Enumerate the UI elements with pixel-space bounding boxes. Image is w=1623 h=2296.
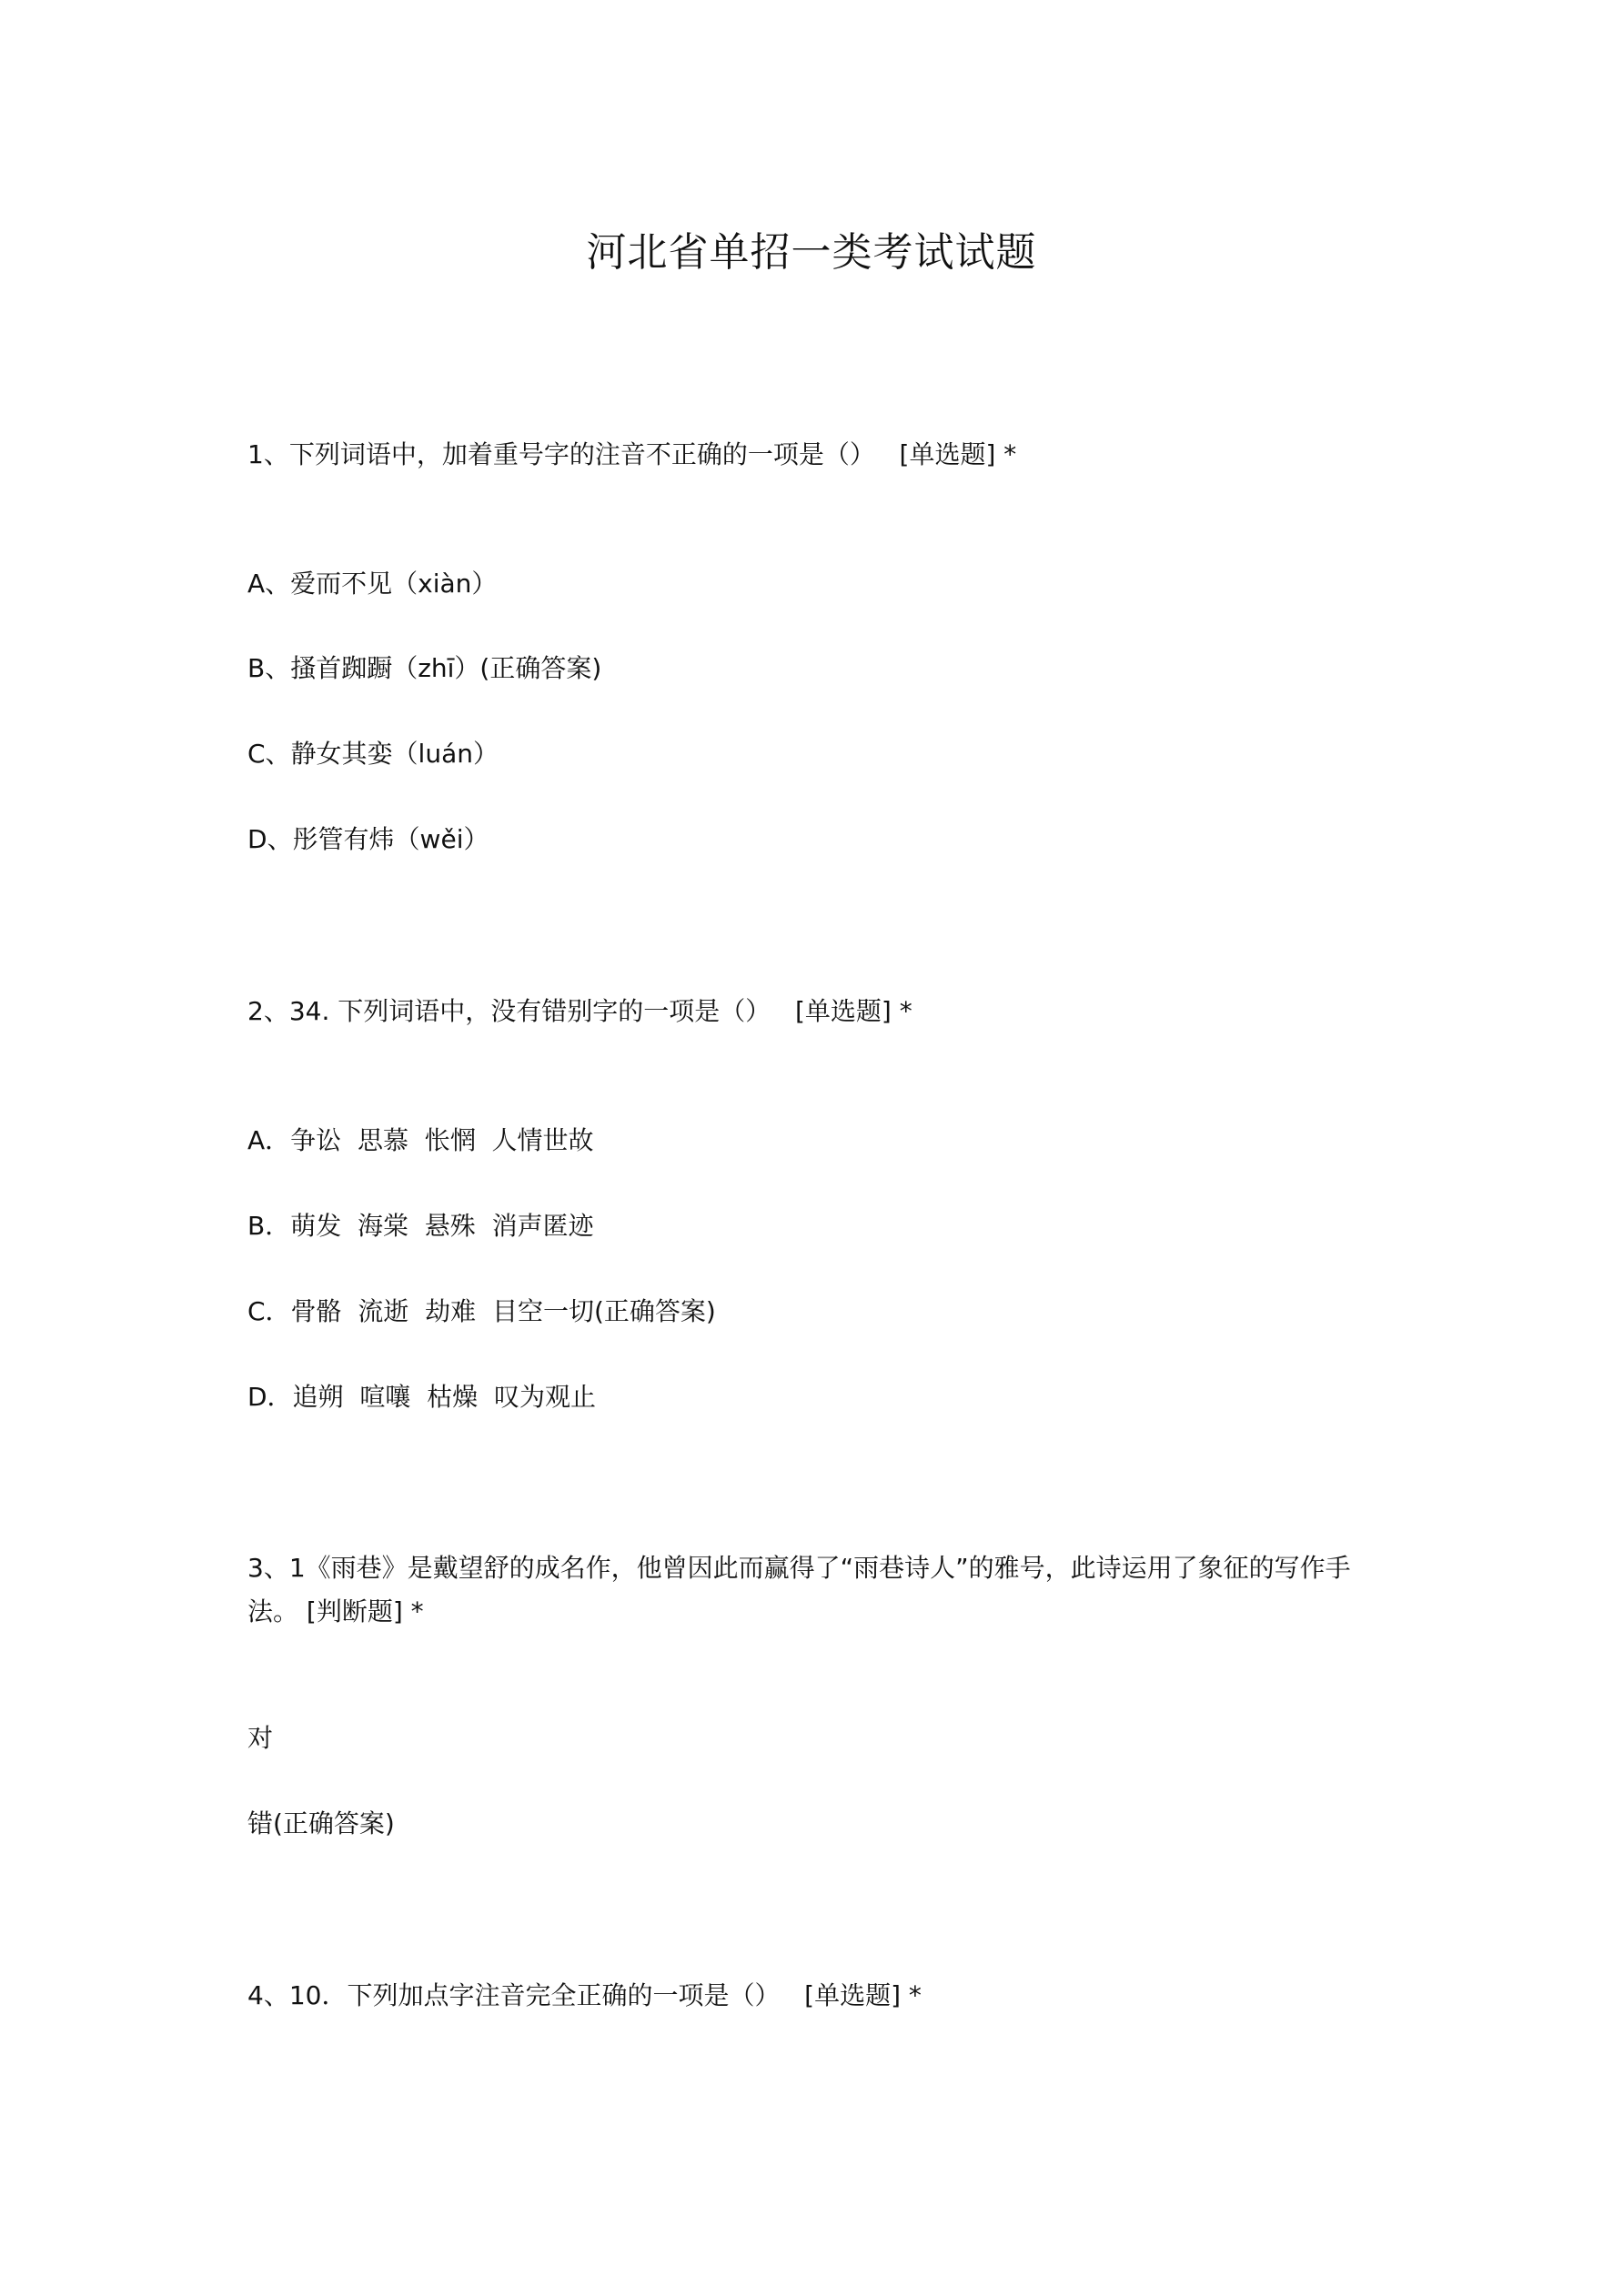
question-1-option-a: A、爱而不见（xiàn） [247, 569, 498, 599]
question-2-option-a: A．争讼 思慕 怅惘 人情世故 [247, 1125, 594, 1155]
question-2-option-b: B．萌发 海棠 悬殊 消声匿迹 [247, 1211, 594, 1241]
question-1-option-b: B、搔首踟蹰（zhī）(正确答案) [247, 653, 602, 683]
document-title: 河北省单招一类考试试题 [586, 229, 1037, 276]
question-1-option-c: C、静女其娈（luán） [247, 739, 499, 769]
question-2-option-d: D．追朔 喧嚷 枯燥 叹为观止 [247, 1382, 596, 1412]
question-1-stem: 1、下列词语中，加着重号字的注音不正确的一项是（） [单选题] * [247, 439, 1017, 469]
question-3-stem: 3、1《雨巷》是戴望舒的成名作，他曾因此而赢得了“雨巷诗人”的雅号，此诗运用了象征的写作手法。 [判断题] * [247, 1553, 1351, 1626]
question-2-option-c: C．骨骼 流逝 劫难 目空一切(正确答案) [247, 1296, 716, 1326]
question-2-stem: 2、34. 下列词语中，没有错别字的一项是（） [单选题] * [247, 996, 912, 1026]
question-3-option-true: 对 [247, 1723, 274, 1753]
question-3-option-false: 错(正确答案) [247, 1808, 395, 1838]
question-4-stem: 4、10．下列加点字注音完全正确的一项是（） [单选题] * [247, 1980, 922, 2010]
question-1-option-d: D、彤管有炜（wěi） [247, 824, 489, 854]
